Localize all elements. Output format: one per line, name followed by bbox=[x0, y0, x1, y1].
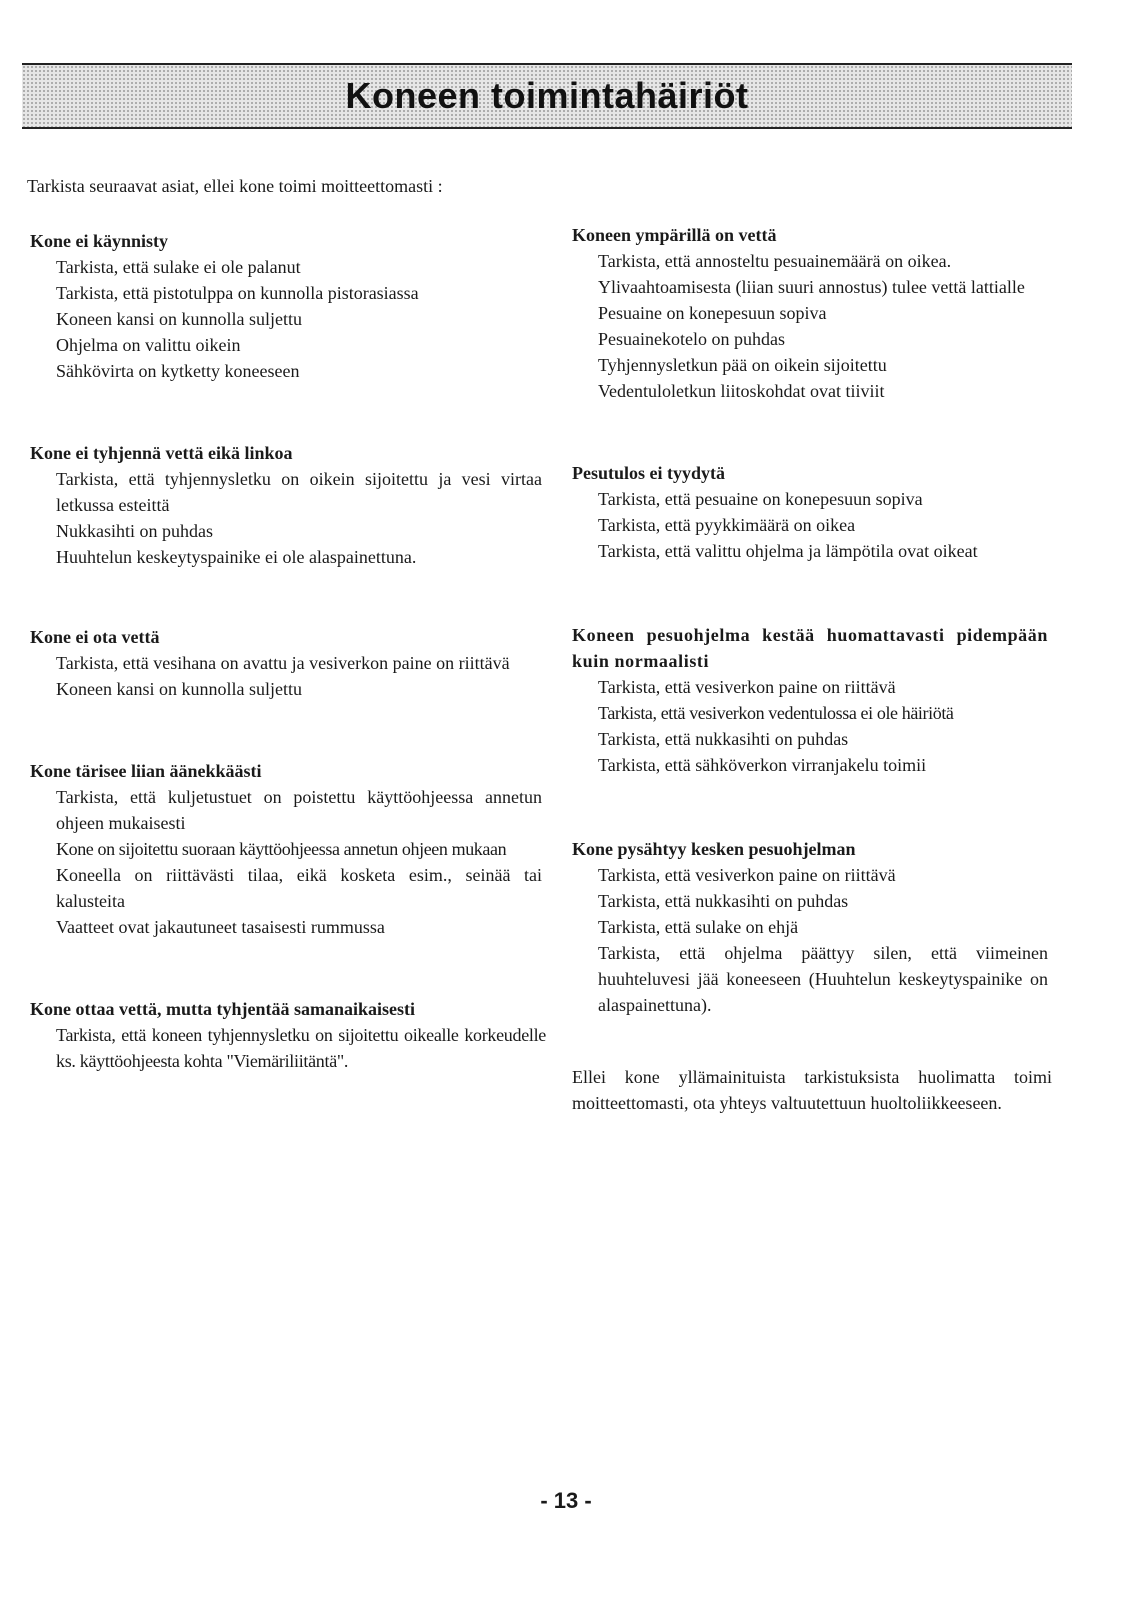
list-item: Tarkista, että sähköverkon virranjakelu toimii bbox=[598, 755, 927, 775]
list-item: Vedentuloletkun liitoskohdat ovat tiiviit bbox=[598, 381, 885, 401]
section-ei-ota-vetta bbox=[30, 624, 570, 702]
list-item: Tarkista, että pesuaine on konepesuun sopiva bbox=[598, 489, 923, 509]
list-item: Pesuaine on konepesuun sopiva bbox=[598, 303, 827, 323]
item-list bbox=[572, 248, 1092, 404]
list-item: Tarkista, että sulake on ehjä bbox=[598, 917, 799, 937]
list-item: Pesuainekotelo on puhdas bbox=[598, 329, 785, 349]
list-item: Koneen kansi on kunnolla suljettu bbox=[56, 679, 302, 699]
list-item: Tarkista, että tyhjennysletku on oikein sijoitettu ja vesi virtaa letkussa esteittä bbox=[56, 469, 542, 515]
list-item: Tarkista, että pistotulppa on kunnolla pistorasiassa bbox=[56, 283, 419, 303]
section-heading: Koneen ympärillä on vettä bbox=[572, 225, 777, 245]
list-item: Tarkista, että vesiverkon paine on riittävä bbox=[598, 865, 896, 885]
list-item: Tarkista, että valittu ohjelma ja lämpötila ovat oikeat bbox=[598, 541, 978, 561]
item-list bbox=[30, 254, 570, 384]
item-list bbox=[30, 466, 570, 570]
list-item: Huuhtelun keskeytyspainike ei ole alaspainettuna. bbox=[56, 547, 417, 567]
list-item: Vaatteet ovat jakautuneet tasaisesti rummussa bbox=[56, 917, 385, 937]
section-pesutulos bbox=[572, 460, 1092, 564]
section-vetta-ymparilla bbox=[572, 222, 1092, 404]
list-item: Ohjelma on valittu oikein bbox=[56, 335, 241, 355]
section-heading: Kone ei tyhjennä vettä eikä linkoa bbox=[30, 443, 293, 463]
section-kone-ei-kaynnisty bbox=[30, 228, 570, 384]
item-list bbox=[30, 784, 570, 940]
list-item: Tarkista, että annosteltu pesuainemäärä on oikea. bbox=[598, 251, 952, 271]
section-heading: Pesutulos ei tyydytä bbox=[572, 463, 725, 483]
list-item: Tarkista, että nukkasihti on puhdas bbox=[598, 891, 849, 911]
list-item: Tarkista, että nukkasihti on puhdas bbox=[598, 729, 849, 749]
section-heading: Kone pysähtyy kesken pesuohjelman bbox=[572, 839, 856, 859]
list-item: Tyhjennysletkun pää on oikein sijoitettu bbox=[598, 355, 887, 375]
list-item: Tarkista, että vesiverkon paine on riittävä bbox=[598, 677, 896, 697]
item-list bbox=[572, 862, 1092, 1018]
list-item: Tarkista, että sulake ei ole palanut bbox=[56, 257, 301, 277]
item-list bbox=[30, 1022, 570, 1074]
item-list bbox=[572, 486, 1092, 564]
section-tarisee bbox=[30, 758, 570, 940]
list-item: Kone on sijoitettu suoraan käyttöohjeessa annetun ohjeen mukaan bbox=[56, 839, 507, 859]
list-item: Nukkasihti on puhdas bbox=[56, 521, 213, 541]
list-item: Ylivaahtoamisesta (liian suuri annostus) tulee vettä lattialle bbox=[598, 277, 1025, 297]
list-item: Tarkista, että vesiverkon vedentulossa ei ole häiriötä bbox=[598, 703, 954, 723]
item-list bbox=[572, 674, 1092, 778]
list-item: Tarkista, että koneen tyhjennysletku on sijoitettu oikealle korkeudelle ks. käyttöohjeesta kohta "Viemäriliitäntä". bbox=[56, 1025, 546, 1071]
list-item: Tarkista, että pyykkimäärä on oikea bbox=[598, 515, 856, 535]
left-column bbox=[30, 228, 570, 1132]
intro-text: Tarkista seuraavat asiat, ellei kone toimi moitteettomasti : bbox=[27, 176, 443, 196]
page-title: Koneen toimintahäiriöt bbox=[345, 75, 749, 116]
list-item: Koneella on riittävästi tilaa, eikä kosketa esim., seinää tai kalusteita bbox=[56, 865, 542, 911]
section-heading: Kone ottaa vettä, mutta tyhjentää samanaikaisesti bbox=[30, 999, 415, 1019]
list-item: Koneen kansi on kunnolla suljettu bbox=[56, 309, 302, 329]
section-heading: Kone tärisee liian äänekkäästi bbox=[30, 761, 262, 781]
section-heading: Kone ei käynnisty bbox=[30, 231, 169, 251]
section-pysahtyy bbox=[572, 836, 1092, 1018]
right-column bbox=[572, 222, 1092, 1116]
item-list bbox=[30, 650, 570, 702]
list-item: Tarkista, että kuljetustuet on poistettu käyttöohjeessa annetun ohjeen mukaisesti bbox=[56, 787, 542, 833]
page-number: - 13 - bbox=[540, 1488, 592, 1513]
section-heading: Kone ei ota vettä bbox=[30, 627, 160, 647]
section-ei-tyhjenna bbox=[30, 440, 570, 570]
list-item: Tarkista, että vesihana on avattu ja vesiverkon paine on riittävä bbox=[56, 653, 510, 673]
section-ottaa-vetta bbox=[30, 996, 570, 1074]
section-kestaa-pidempaan bbox=[572, 622, 1092, 778]
title-banner bbox=[22, 63, 1072, 129]
list-item: Tarkista, että ohjelma päättyy silen, että viimeinen huuhteluvesi jää koneeseen (Huuhtelun keskeytyspainike on alaspainettuna). bbox=[598, 943, 1048, 1015]
section-heading: Koneen pesuohjelma kestää huomattavasti pidempään kuin normaalisti bbox=[572, 625, 1048, 671]
list-item: Sähkövirta on kytketty koneeseen bbox=[56, 361, 300, 381]
closing-text: Ellei kone yllämainituista tarkistuksista huolimatta toimi moitteettomasti, ota yhteys valtuutettuun huoltoliikkeeseen. bbox=[572, 1067, 1052, 1113]
